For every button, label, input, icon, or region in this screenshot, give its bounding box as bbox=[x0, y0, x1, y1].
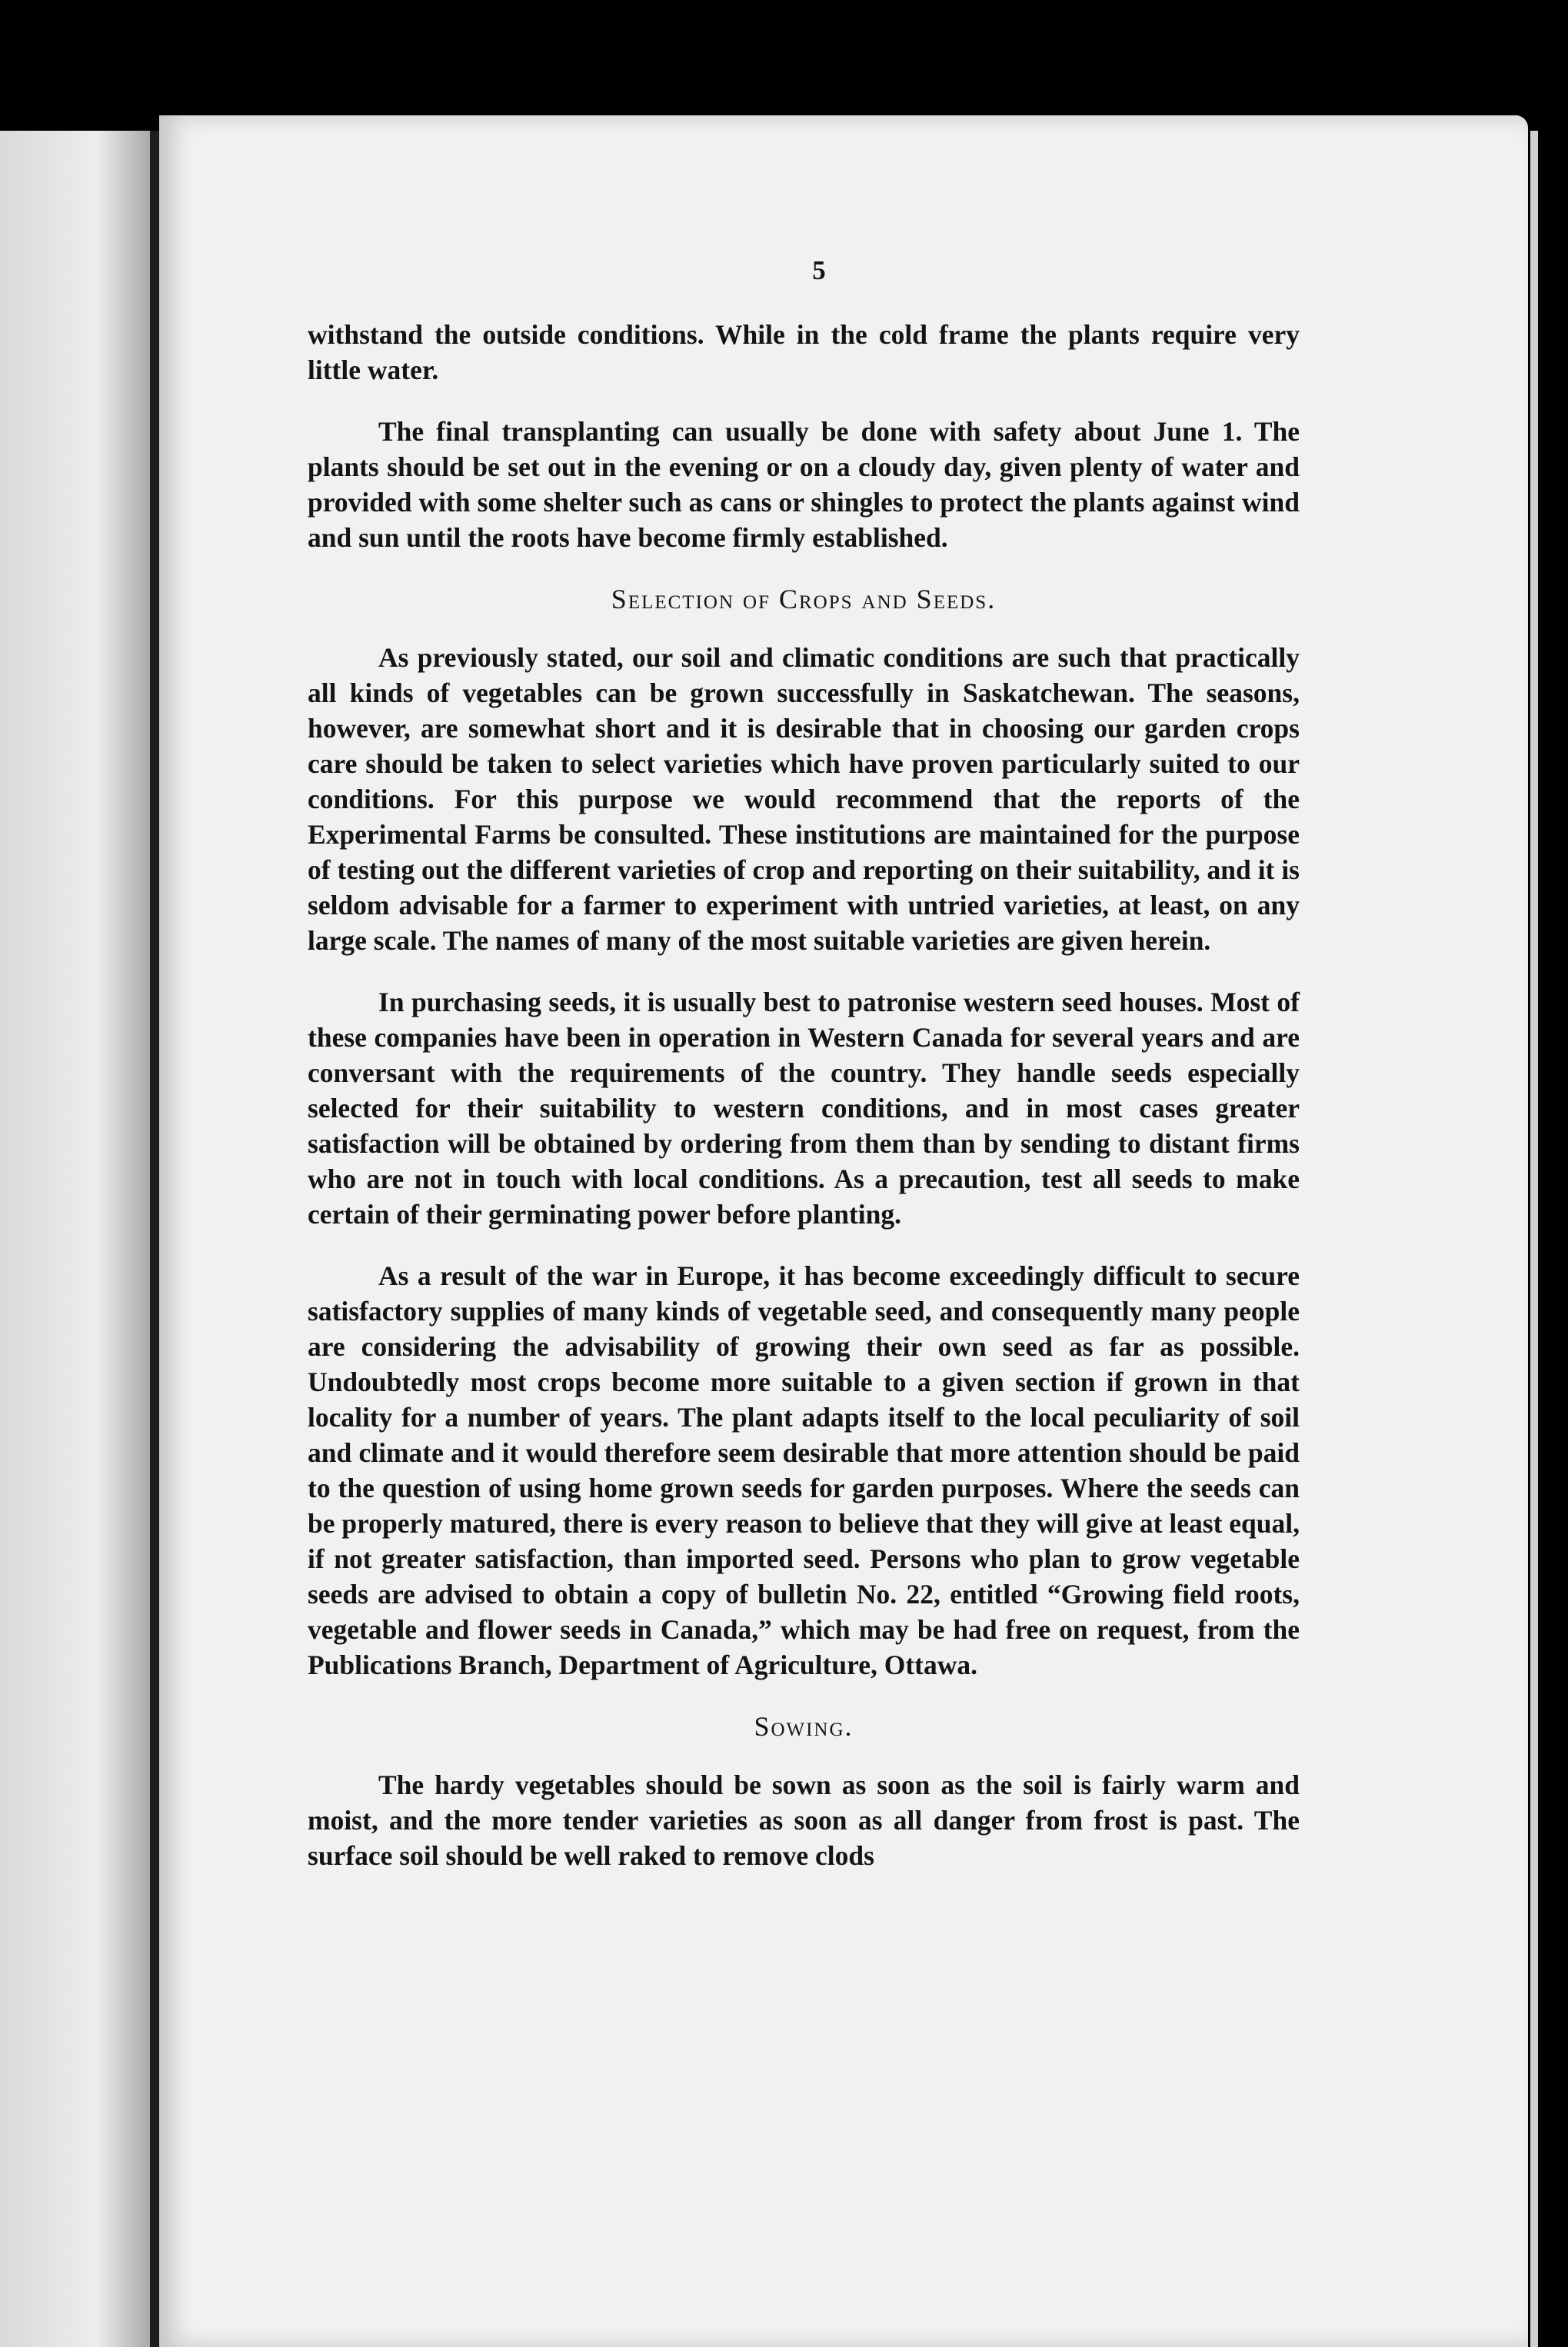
section-heading-sowing: Sowing. bbox=[754, 1711, 854, 1742]
paragraph: The hardy vegetables should be sown as soon as the soil is fairly warm and moist, and the more tender varieties as soon as all danger from frost is past. The surface soil should be well raked to remove clods bbox=[308, 1769, 1300, 1871]
paragraph: In purchasing seeds, it is usually best to patronise western seed houses. Most of these companies have been in operation in Western Canada for several years and are conversant with the requirements of the country. They handle seeds especially selected for their suitability to western conditions, and in most cases greater satisfaction will be obtained by ordering from them than by sending to distant firms who are not in touch with local conditions. As a precaution, test all seeds to make certain of their germinating power before planting. bbox=[308, 987, 1300, 1230]
page-number: 5 bbox=[812, 255, 826, 285]
page-right-edge bbox=[1530, 131, 1538, 2347]
page-content bbox=[308, 254, 1300, 1899]
paragraph: As a result of the war in Europe, it has become exceedingly difficult to secure satisfactory supplies of many kinds of vegetable seed, and consequently many people are considering the advisability of growing their own seed as far as possible. Undoubtedly most crops become more suitable to a given section if grown in that locality for a number of years. The plant adapts itself to the local peculiarity of soil and climate and it would therefore seem desirable that more attention should be paid to the question of using home grown seeds for garden purposes. Where the seeds can be properly matured, there is every reason to believe that they will give at least equal, if not greater satisfaction, than imported seed. Persons who plan to grow vegetable seeds are advised to obtain a copy of bulletin No. 22, entitled “Growing field roots, vegetable and flower seeds in Canada,” which may be had free on request, from the Publications Branch, Department of Agriculture, Ottawa. bbox=[308, 1260, 1300, 1680]
paragraph: withstand the outside conditions. While in the cold frame the plants require very little water. bbox=[308, 319, 1300, 385]
section-heading-selection: Selection of Crops and Seeds. bbox=[611, 584, 997, 614]
paragraph: The final transplanting can usually be done with safety about June 1. The plants should be set out in the evening or on a cloudy day, given plenty of water and provided with some shelter such as cans or shingles to protect the plants against wind and sun until the roots have become firmly established. bbox=[308, 416, 1300, 553]
paragraph: As previously stated, our soil and climatic conditions are such that practically all kinds of vegetables can be grown successfully in Saskatchewan. The seasons, however, are somewhat short and it is desirable that in choosing our garden crops care should be taken to select varieties which have proven particularly suited to our conditions. For this purpose we would recommend that the reports of the Experimental Farms be consulted. These institutions are maintained for the purpose of testing out the different varieties of crop and reporting on their suitability, and it is seldom advisable for a farmer to experiment with untried varieties, at least, on any large scale. The names of many of the most suitable varieties are given herein. bbox=[308, 642, 1300, 956]
facing-page-edge bbox=[0, 131, 161, 2347]
book-binding bbox=[150, 131, 159, 2347]
